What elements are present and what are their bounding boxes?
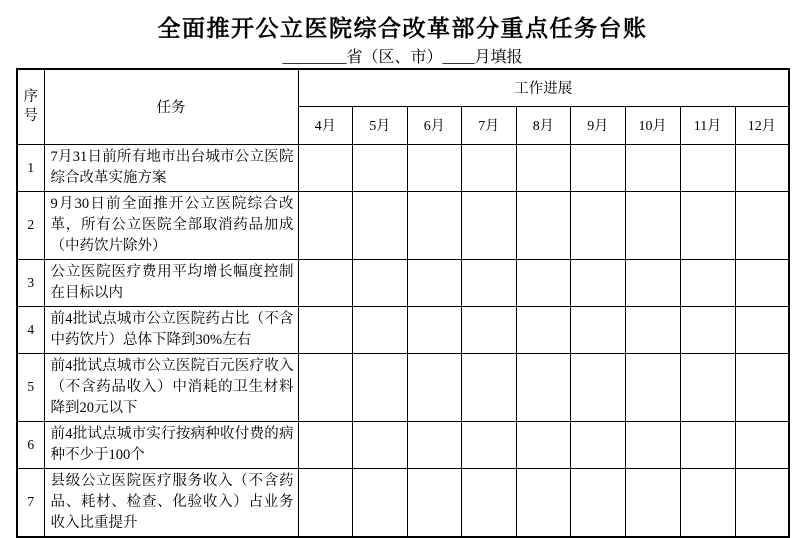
progress-cell[interactable] bbox=[571, 259, 626, 306]
col-header-month-12: 12月 bbox=[735, 106, 789, 144]
progress-cell[interactable] bbox=[462, 421, 517, 468]
table-row bbox=[17, 353, 789, 421]
row-number: 7 bbox=[17, 468, 44, 537]
row-number: 3 bbox=[17, 259, 44, 306]
row-number: 4 bbox=[17, 306, 44, 353]
progress-cell[interactable] bbox=[407, 468, 462, 537]
progress-cell[interactable] bbox=[298, 468, 353, 537]
progress-cell[interactable] bbox=[625, 468, 680, 537]
progress-cell[interactable] bbox=[625, 306, 680, 353]
progress-cell[interactable] bbox=[735, 421, 789, 468]
col-header-progress: 工作进展 bbox=[298, 69, 789, 106]
col-header-task: 任务 bbox=[44, 69, 298, 144]
task-cell: 9月30日前全面推开公立医院综合改革，所有公立医院全部取消药品加成（中药饮片除外） bbox=[44, 191, 298, 259]
progress-cell[interactable] bbox=[298, 353, 353, 421]
progress-cell[interactable] bbox=[462, 144, 517, 191]
table-row bbox=[17, 191, 789, 259]
progress-cell[interactable] bbox=[735, 468, 789, 537]
progress-cell[interactable] bbox=[680, 259, 735, 306]
progress-cell[interactable] bbox=[625, 421, 680, 468]
progress-cell[interactable] bbox=[462, 468, 517, 537]
table-row bbox=[17, 421, 789, 468]
progress-cell[interactable] bbox=[353, 353, 408, 421]
progress-cell[interactable] bbox=[407, 306, 462, 353]
document-subtitle: ________省（区、市）____月填报 bbox=[282, 49, 523, 66]
col-header-month-11: 11月 bbox=[680, 106, 735, 144]
progress-cell[interactable] bbox=[407, 353, 462, 421]
table-row bbox=[17, 144, 789, 191]
progress-cell[interactable] bbox=[680, 191, 735, 259]
progress-cell[interactable] bbox=[735, 259, 789, 306]
progress-cell[interactable] bbox=[571, 191, 626, 259]
col-header-month-9: 9月 bbox=[571, 106, 626, 144]
header-row-top bbox=[17, 69, 789, 106]
progress-cell[interactable] bbox=[680, 468, 735, 537]
table-row bbox=[17, 468, 789, 537]
progress-cell[interactable] bbox=[680, 306, 735, 353]
progress-cell[interactable] bbox=[735, 191, 789, 259]
progress-cell[interactable] bbox=[353, 259, 408, 306]
document-title: 全面推开公立医院综合改革部分重点任务台账 bbox=[157, 16, 648, 41]
progress-cell[interactable] bbox=[407, 191, 462, 259]
progress-cell[interactable] bbox=[735, 306, 789, 353]
progress-cell[interactable] bbox=[462, 259, 517, 306]
row-number: 5 bbox=[17, 353, 44, 421]
task-cell: 前4批试点城市公立医院药占比（不含中药饮片）总体下降到30%左右 bbox=[44, 306, 298, 353]
progress-cell[interactable] bbox=[571, 306, 626, 353]
progress-cell[interactable] bbox=[516, 306, 571, 353]
progress-cell[interactable] bbox=[298, 306, 353, 353]
col-header-month-4: 4月 bbox=[298, 106, 353, 144]
progress-cell[interactable] bbox=[298, 191, 353, 259]
col-header-index: 序号 bbox=[17, 69, 44, 144]
progress-cell[interactable] bbox=[407, 421, 462, 468]
progress-cell[interactable] bbox=[462, 191, 517, 259]
progress-cell[interactable] bbox=[571, 421, 626, 468]
progress-cell[interactable] bbox=[516, 144, 571, 191]
progress-cell[interactable] bbox=[407, 259, 462, 306]
progress-cell[interactable] bbox=[625, 353, 680, 421]
progress-cell[interactable] bbox=[353, 468, 408, 537]
progress-cell[interactable] bbox=[462, 353, 517, 421]
col-header-month-7: 7月 bbox=[462, 106, 517, 144]
col-header-month-8: 8月 bbox=[516, 106, 571, 144]
task-cell: 前4批试点城市公立医院百元医疗收入（不含药品收入）中消耗的卫生材料降到20元以下 bbox=[44, 353, 298, 421]
progress-cell[interactable] bbox=[625, 191, 680, 259]
col-header-month-5: 5月 bbox=[353, 106, 408, 144]
table-row bbox=[17, 259, 789, 306]
progress-cell[interactable] bbox=[680, 421, 735, 468]
task-cell: 7月31日前所有地市出台城市公立医院综合改革实施方案 bbox=[44, 144, 298, 191]
progress-cell[interactable] bbox=[571, 468, 626, 537]
task-cell: 县级公立医院医疗服务收入（不含药品、耗材、检查、化验收入）占业务收入比重提升 bbox=[44, 468, 298, 537]
task-cell: 公立医院医疗费用平均增长幅度控制在目标以内 bbox=[44, 259, 298, 306]
progress-cell[interactable] bbox=[298, 421, 353, 468]
row-number: 1 bbox=[17, 144, 44, 191]
progress-cell[interactable] bbox=[680, 353, 735, 421]
col-header-month-10: 10月 bbox=[625, 106, 680, 144]
progress-cell[interactable] bbox=[462, 306, 517, 353]
progress-cell[interactable] bbox=[735, 353, 789, 421]
progress-cell[interactable] bbox=[735, 144, 789, 191]
progress-cell[interactable] bbox=[571, 144, 626, 191]
task-ledger-table bbox=[16, 68, 790, 538]
progress-cell[interactable] bbox=[625, 259, 680, 306]
progress-cell[interactable] bbox=[353, 306, 408, 353]
progress-cell[interactable] bbox=[516, 468, 571, 537]
task-cell: 前4批试点城市实行按病种收付费的病种不少于100个 bbox=[44, 421, 298, 468]
progress-cell[interactable] bbox=[298, 259, 353, 306]
progress-cell[interactable] bbox=[353, 144, 408, 191]
progress-cell[interactable] bbox=[516, 259, 571, 306]
row-number: 6 bbox=[17, 421, 44, 468]
progress-cell[interactable] bbox=[516, 191, 571, 259]
progress-cell[interactable] bbox=[680, 144, 735, 191]
progress-cell[interactable] bbox=[353, 191, 408, 259]
progress-cell[interactable] bbox=[353, 421, 408, 468]
progress-cell[interactable] bbox=[516, 421, 571, 468]
progress-cell[interactable] bbox=[407, 144, 462, 191]
progress-cell[interactable] bbox=[516, 353, 571, 421]
col-header-month-6: 6月 bbox=[407, 106, 462, 144]
table-row bbox=[17, 306, 789, 353]
row-number: 2 bbox=[17, 191, 44, 259]
progress-cell[interactable] bbox=[298, 144, 353, 191]
progress-cell[interactable] bbox=[625, 144, 680, 191]
progress-cell[interactable] bbox=[571, 353, 626, 421]
